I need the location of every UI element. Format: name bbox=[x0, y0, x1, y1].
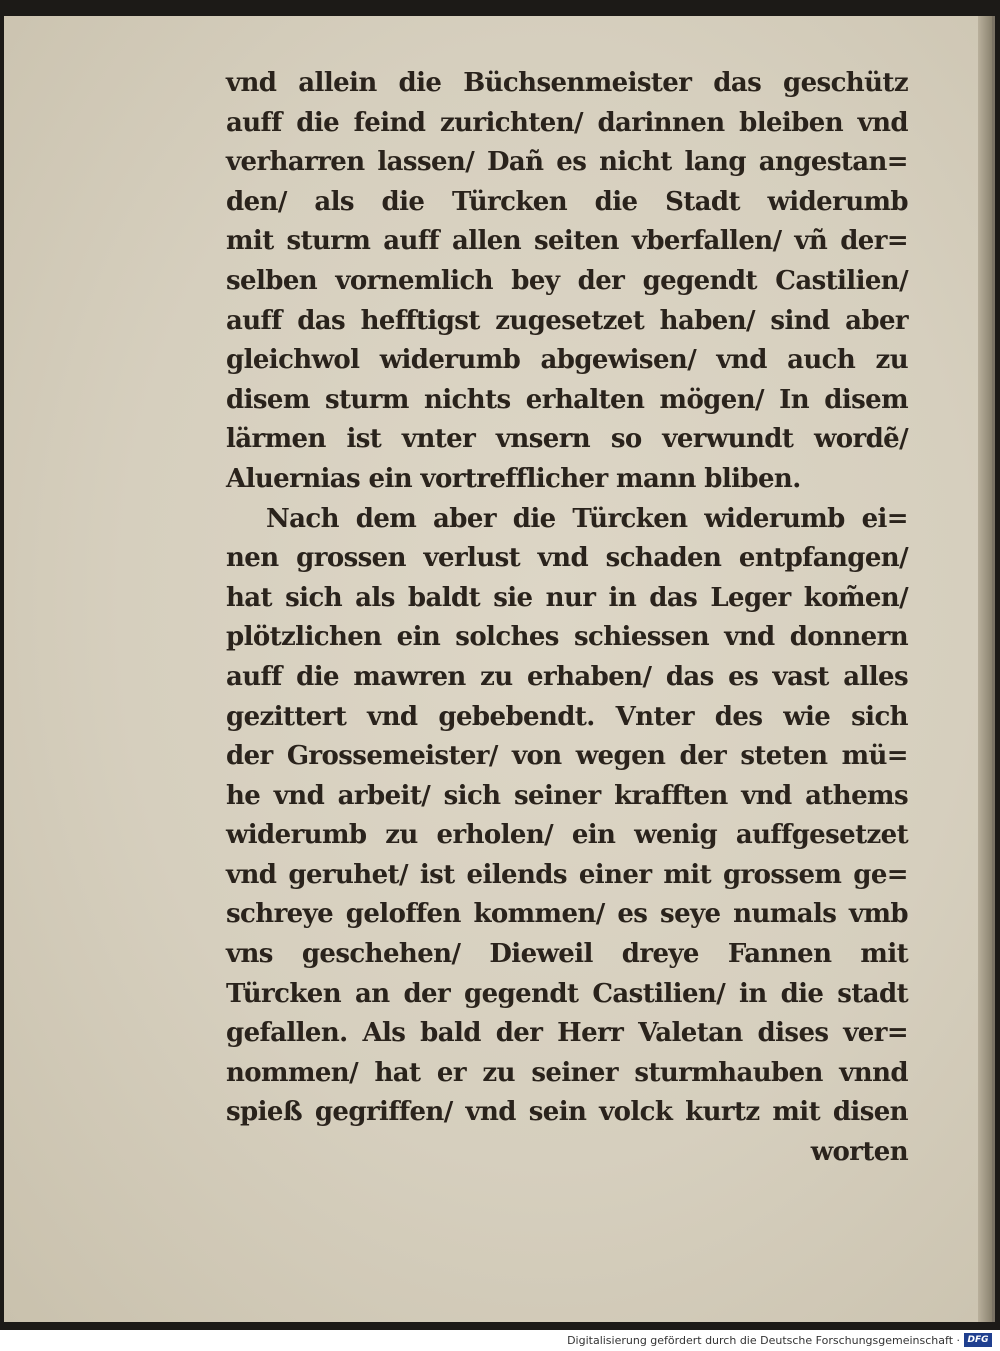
text-line: he vnd arbeit/ sich seiner krafften vnd athems bbox=[226, 780, 908, 811]
text-line: auff die mawren zu erhaben/ das es vast alles bbox=[226, 661, 908, 692]
text-line: mit sturm auff allen seiten vberfallen/ vñ der= bbox=[226, 226, 908, 257]
text-line: widerumb zu erholen/ ein wenig auffgesetzet bbox=[226, 820, 908, 851]
text-line: vnd allein die Büchsenmeister das geschütz bbox=[226, 68, 908, 98]
text-line: Türcken an der gegendt Castilien/ in die stadt bbox=[226, 978, 908, 1009]
text-line: selben vornemlich bey der gegendt Castilien/ bbox=[226, 265, 908, 296]
text-line: vnd geruhet/ ist eilends einer mit grossem ge= bbox=[226, 859, 908, 890]
text-line: spieß gegriffen/ vnd sein volck kurtz mit disen bbox=[226, 1097, 908, 1128]
text-line: plötzlichen ein solches schiessen vnd donnern bbox=[226, 622, 908, 653]
text-line: nen grossen verlust vnd schaden entpfangen/ bbox=[226, 543, 908, 574]
text-line: gezittert vnd gebebendt. Vnter des wie sich bbox=[226, 701, 908, 732]
text-line: gefallen. Als bald der Herr Valetan dises ver= bbox=[226, 1018, 908, 1049]
text-line: verharren lassen/ Dañ es nicht lang angestan= bbox=[226, 147, 908, 178]
text-line: lärmen ist vnter vnsern so verwundt wordẽ/ bbox=[226, 424, 908, 455]
text-line: der Grossemeister/ von wegen der steten mü= bbox=[226, 741, 908, 772]
text-line: den/ als die Türcken die Stadt widerumb bbox=[226, 186, 908, 217]
paragraph-first-line: Nach dem aber die Türcken widerumb ei= bbox=[266, 503, 908, 534]
funding-credit: Digitalisierung gefördert durch die Deutsche Forschungsgemeinschaft · bbox=[567, 1334, 960, 1347]
body-text bbox=[226, 64, 908, 1173]
catchword: worten bbox=[810, 1137, 908, 1168]
book-gutter bbox=[978, 16, 992, 1322]
paragraph-last-line: Aluernias ein vortrefflicher mann bliben. bbox=[226, 463, 801, 494]
footer-bar bbox=[0, 1330, 1000, 1351]
text-line: schreye geloffen kommen/ es seye numals vmb bbox=[226, 899, 908, 930]
text-line: hat sich als baldt sie nur in das Leger kom̃en/ bbox=[226, 582, 908, 613]
text-line: auff die feind zurichten/ darinnen bleiben vnd bbox=[226, 107, 908, 138]
text-line: auff das hefftigst zugesetzet haben/ sind aber bbox=[226, 305, 908, 336]
dfg-logo-icon: DFG bbox=[964, 1333, 992, 1347]
text-line: vns geschehen/ Dieweil dreye Fannen mit bbox=[226, 939, 908, 970]
text-line: disem sturm nichts erhalten mögen/ In disem bbox=[226, 384, 908, 415]
text-line: gleichwol widerumb abgewisen/ vnd auch zu bbox=[226, 345, 908, 376]
text-line: nommen/ hat er zu seiner sturmhauben vnnd bbox=[226, 1057, 908, 1088]
